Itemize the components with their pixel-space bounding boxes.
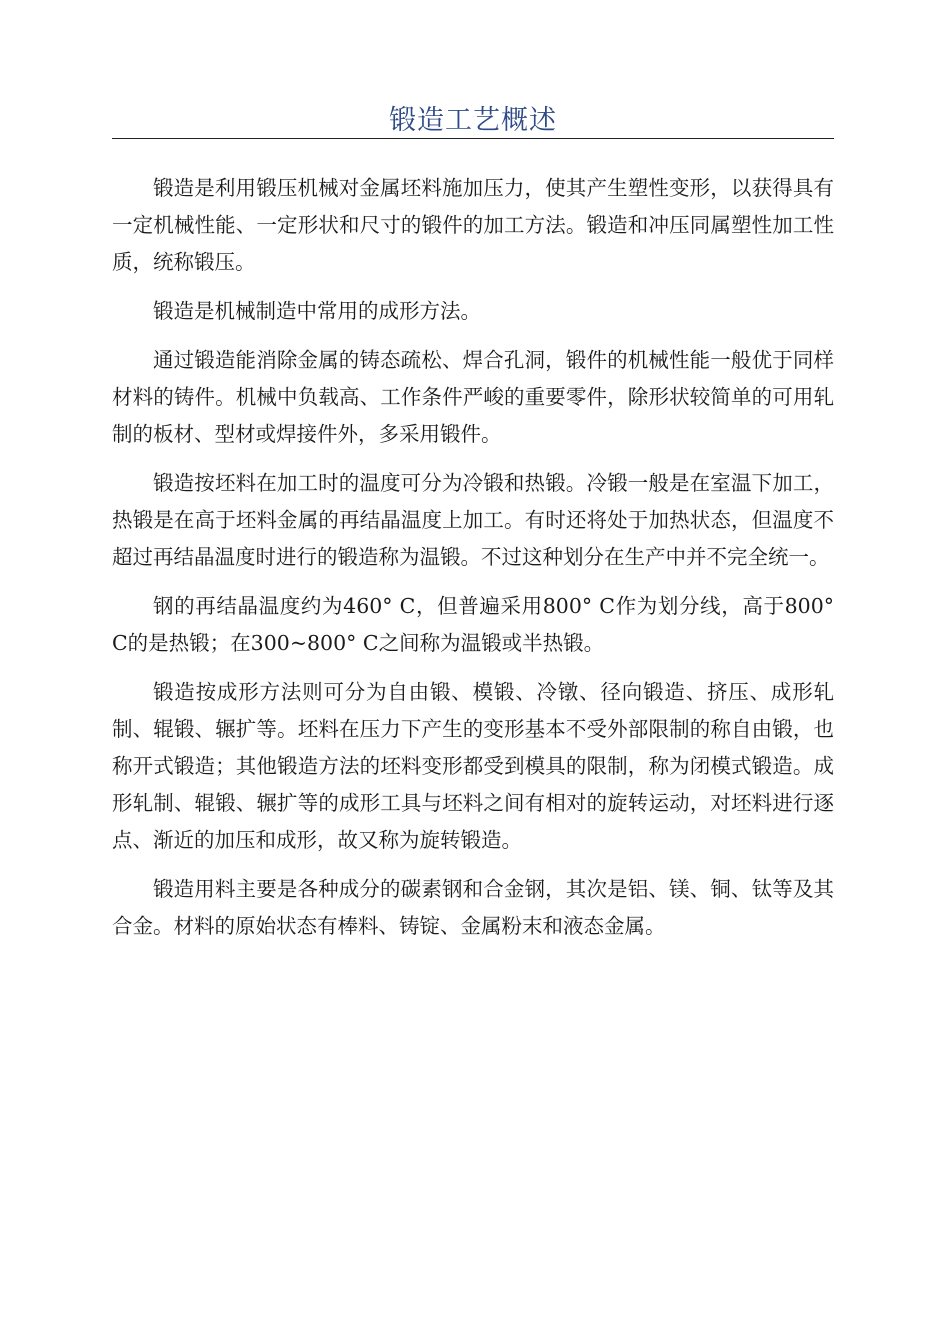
paragraph-common-method: 锻造是机械制造中常用的成形方法。	[153, 299, 481, 323]
paragraph-temperature-classification: 锻造按坯料在加工时的温度可分为冷锻和热锻。冷锻一般是在室温下加工，热锻是在高于坯料金属的再结晶温度上加工。有时还将处于加热状态，但温度不超过再结晶温度时进行的锻造称为温锻。不过这种划分在生产中并不完全统一。	[112, 471, 834, 569]
paragraph-recrystallization: 钢的再结晶温度约为460° C，但普遍采用800° C作为划分线，高于800° C的是热锻；在300~800° C之间称为温锻或半热锻。	[112, 594, 834, 655]
paragraph-advantages: 通过锻造能消除金属的铸态疏松、焊合孔洞，锻件的机械性能一般优于同样材料的铸件。机械中负载高、工作条件严峻的重要零件，除形状较简单的可用轧制的板材、型材或焊接件外，多采用锻件。	[112, 348, 834, 446]
page-title: 锻造工艺概述	[389, 105, 557, 136]
paragraph-materials: 锻造用料主要是各种成分的碳素钢和合金钢，其次是铝、镁、铜、钛等及其合金。材料的原始状态有棒料、铸锭、金属粉末和液态金属。	[112, 877, 834, 938]
paragraph-definition: 锻造是利用锻压机械对金属坯料施加压力，使其产生塑性变形，以获得具有一定机械性能、一定形状和尺寸的锻件的加工方法。锻造和冲压同属塑性加工性质，统称锻压。	[112, 176, 834, 274]
document-body	[112, 170, 834, 957]
page-header	[112, 104, 834, 139]
paragraph-forming-methods: 锻造按成形方法则可分为自由锻、模锻、冷镦、径向锻造、挤压、成形轧制、辊锻、辗扩等。坯料在压力下产生的变形基本不受外部限制的称自由锻，也称开式锻造；其他锻造方法的坯料变形都受到模具的限制，称为闭模式锻造。成形轧制、辊锻、辗扩等的成形工具与坯料之间有相对的旋转运动，对坯料进行逐点、渐近的加压和成形，故又称为旋转锻造。	[112, 680, 834, 852]
